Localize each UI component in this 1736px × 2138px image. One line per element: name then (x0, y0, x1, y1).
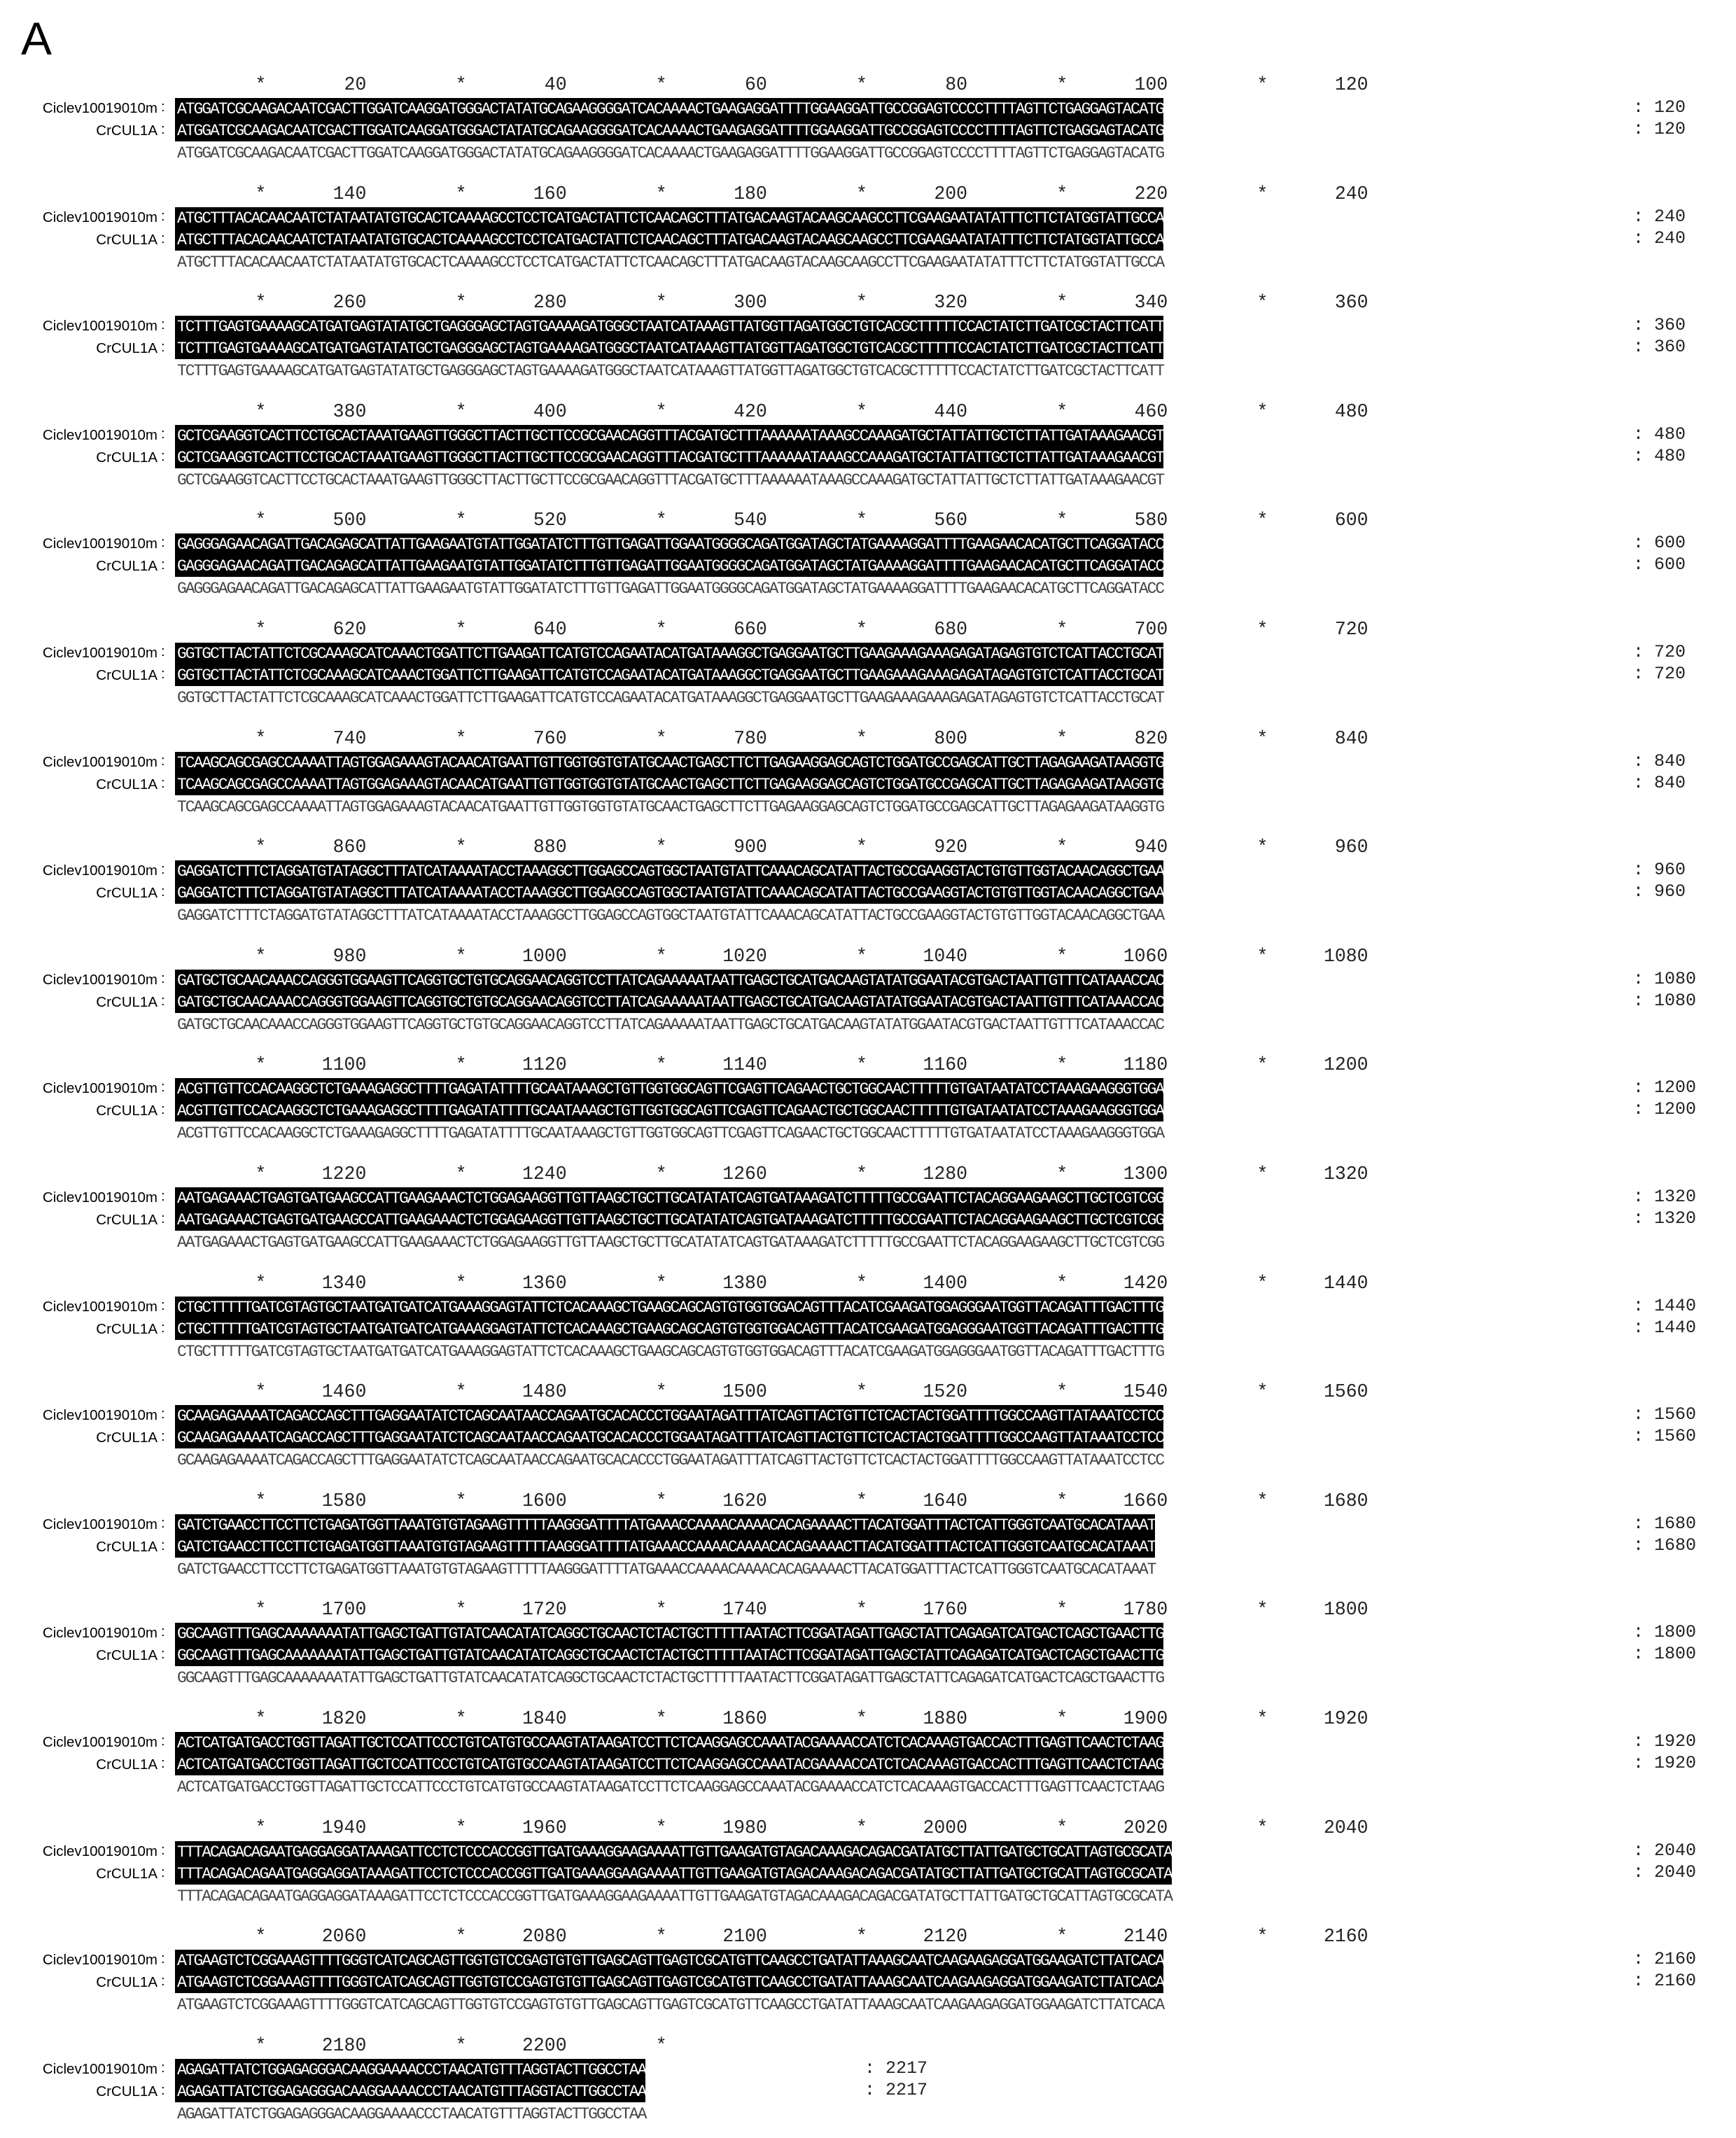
position-count-2: : 1320 (1633, 1208, 1697, 1229)
position-ruler: * 2060 * 2080 * 2100 * 2120 * 2140 * 2160 (177, 1926, 1368, 1948)
position-ruler: * 620 * 640 * 660 * 680 * 700 * 720 (177, 618, 1368, 640)
sequence-name-1: Ciclev10019010m (42, 1516, 158, 1532)
sequence-name-1: Ciclev10019010m (42, 1407, 158, 1424)
sequence-name-2: CrCUL1A (96, 1974, 158, 1991)
sequence-name-1: Ciclev10019010m (42, 1843, 158, 1859)
position-count-1: : 600 (1633, 533, 1686, 554)
sequence-name-1: Ciclev10019010m (42, 753, 158, 770)
consensus-row: GATCTGAACCTTCCTTCTGAGATGGTTAAATGTGTAGAAGTTTTTAAGGGATTTTATGAAACCAAAACAAAACACAGAAAACTTACATGGATTTACTCATTGGGTCAATGCACATAAAT (177, 1560, 1156, 1579)
separator-colon: : (161, 2060, 165, 2076)
consensus-row: GGCAAGTTTGAGCAAAAAAATATTGAGCTGATTGTATCAACATATCAGGCTGCAACTCTACTGCTTTTTAATACTTCGGATAGATTGAGCTATTCAGAGATCATGACTCAGCTGAACTTG (177, 1669, 1164, 1688)
sequence-name-1: Ciclev10019010m (42, 862, 158, 879)
position-count-2: : 1680 (1633, 1535, 1697, 1556)
alignment-block (0, 396, 1736, 505)
sequence-row-1: TCAAGCAGCGAGCCAAAATTAGTGGAGAAAGTACAACATGAATTGTTGGTGGTGTATGCAACTGAGCTTCTTGAGAAGGAGCAGTCTGGATGCCGAGCATTGCTTAGAGAAGATAAGGTG (175, 752, 1163, 774)
sequence-name-2: CrCUL1A (96, 1538, 158, 1555)
consensus-row: ACTCATGATGACCTGGTTAGATTGCTCCATTCCCTGTCATGTGCCAAGTATAAGATCCTTCTCAAGGAGCCAAATACGAAAACCATCTCACAAAGTGACCACTTTGAGTTCAACTCTAAG (177, 1777, 1164, 1796)
sequence-name-2: CrCUL1A (96, 1756, 158, 1773)
sequence-name-2: CrCUL1A (96, 885, 158, 902)
position-ruler: * 1700 * 1720 * 1740 * 1760 * 1780 * 1800 (177, 1599, 1368, 1621)
consensus-row: AGAGATTATCTGGAGAGGGACAAGGAAAACCCTAACATGTTTAGGTACTTGGCCTAA (177, 2104, 646, 2123)
consensus-row: GAGGGAGAACAGATTGACAGAGCATTATTGAAGAATGTATTGGATATCTTTGTTGAGATTGGAATGGGGCAGATGGATAGCTATGAAAAGGATTTTGAAGAACACATGCTTCAGGATACC (177, 580, 1164, 599)
sequence-name-1: Ciclev10019010m (42, 2060, 158, 2077)
sequence-row-1: ATGAAGTCTCGGAAAGTTTTGGGTCATCAGCAGTTGGTGTCCGAGTGTGTTGAGCAGTTGAGTCGCATGTTCAAGCCTGATATTAAAGCAATCAAGAAGAGGATGGAAGATCTTATCACA (175, 1950, 1163, 1971)
separator-colon: : (161, 1210, 165, 1227)
consensus-row: ATGCTTTACACAACAATCTATAATATGTGCACTCAAAAGCCTCCTCATGACTATTCTCAACAGCTTTATGACAAGTACAAGCAAGCCTTCGAAGAATATATTTCTTCTATGGTATTGCCA (177, 253, 1164, 272)
sequence-row-2: GATCTGAACCTTCCTTCTGAGATGGTTAAATGTGTAGAAGTTTTTAAGGGATTTTATGAAACCAAAACAAAACACAGAAAACTTACATGGATTTACTCATTGGGTCAATGCACATAAAT (175, 1536, 1155, 1558)
position-ruler: * 380 * 400 * 420 * 440 * 460 * 480 (177, 400, 1368, 422)
alignment-block (0, 69, 1736, 178)
sequence-row-2: AATGAGAAACTGAGTGATGAAGCCATTGAAGAAACTCTGGAGAAGGTTGTTAAGCTGCTTGCATATATCAGTGATAAAGATCTTTTTGCCGAATTCTACAGGAAGAAGCTTGCTCGTCGG (175, 1209, 1163, 1231)
position-ruler: * 1220 * 1240 * 1260 * 1280 * 1300 * 1320 (177, 1163, 1368, 1185)
sequence-name-2: CrCUL1A (96, 449, 158, 466)
alignment-block (0, 1049, 1736, 1158)
alignment-block (0, 1376, 1736, 1485)
position-count-2: : 2217 (864, 2079, 928, 2100)
separator-colon: : (161, 340, 165, 356)
position-count-2: : 240 (1633, 228, 1686, 249)
separator-colon: : (161, 775, 165, 791)
sequence-row-1: GATCTGAACCTTCCTTCTGAGATGGTTAAATGTGTAGAAGTTTTTAAGGGATTTTATGAAACCAAAACAAAACACAGAAAACTTACATGGATTTACTCATTGGGTCAATGCACATAAAT (175, 1514, 1155, 1536)
sequence-row-2: TTTACAGACAGAATGAGGAGGATAAAGATTCCTCTCCCACCGGTTGATGAAAGGAAGAAAATTGTTGAAGATGTAGACAAAGACAGACGATATGCTTATTGATGCTGCATTAGTGCGCATA (175, 1863, 1172, 1885)
separator-colon: : (161, 666, 165, 682)
sequence-name-1: Ciclev10019010m (42, 426, 158, 443)
separator-colon: : (161, 1647, 165, 1663)
sequence-name-2: CrCUL1A (96, 123, 158, 139)
separator-colon: : (161, 1842, 165, 1858)
separator-colon: : (161, 753, 165, 769)
position-count-1: : 1800 (1633, 1622, 1697, 1643)
separator-colon: : (161, 884, 165, 900)
position-count-2: : 120 (1633, 119, 1686, 139)
position-count-1: : 1080 (1633, 968, 1697, 989)
alignment-block (0, 1920, 1736, 2029)
sequence-row-2: ACTCATGATGACCTGGTTAGATTGCTCCATTCCCTGTCATGTGCCAAGTATAAGATCCTTCTCAAGGAGCCAAATACGAAAACCATCTCACAAAGTGACCACTTTGAGTTCAACTCTAAG (175, 1754, 1163, 1775)
sequence-row-1: GAGGATCTTTCTAGGATGTATAGGCTTTATCATAAAATACCTAAAGGCTTGGAGCCAGTGGCTAATGTATTCAAACAGCATATTACTGCCGAAGGTACTGTGTTGGTACAACAGGCTGAA (175, 860, 1163, 882)
sequence-row-1: GCAAGAGAAAATCAGACCAGCTTTGAGGAATATCTCAGCAATAACCAGAATGCACACCCTGGAATAGATTTATCAGTTACTGTTCTCACTACTGGATTTTGGCCAAGTTATAAATCCTCC (175, 1405, 1163, 1427)
separator-colon: : (161, 1951, 165, 1967)
position-count-2: : 1800 (1633, 1644, 1697, 1665)
sequence-row-2: GAGGATCTTTCTAGGATGTATAGGCTTTATCATAAAATACCTAAAGGCTTGGAGCCAGTGGCTAATGTATTCAAACAGCATATTACTGCCGAAGGTACTGTGTTGGTACAACAGGCTGAA (175, 882, 1163, 904)
sequence-row-1: GCTCGAAGGTCACTTCCTGCACTAAATGAAGTTGGGCTTACTTGCTTCCGCGAACAGGTTTACGATGCTTTAAAAAATAAAGCCAAAGATGCTATTATTGCTCTTATTGATAAAGAACGT (175, 425, 1163, 447)
position-count-1: : 2217 (864, 2057, 928, 2078)
sequence-row-2: GATGCTGCAACAAACCAGGGTGGAAGTTCAGGTGCTGTGCAGGAACAGGTCCTTATCAGAAAAATAATTGAGCTGCATGACAAGTATATGGAATACGTGACTAATTGTTTCATAAACCAC (175, 991, 1163, 1013)
separator-colon: : (161, 1297, 165, 1313)
sequence-row-2: TCTTTGAGTGAAAAGCATGATGAGTATATGCTGAGGGAGCTAGTGAAAAGATGGGCTAATCATAAAGTTATGGTTAGATGGCTGTCACGCTTTTTCCACTATCTTGATCGCTACTTCATT (175, 337, 1163, 359)
position-count-1: : 240 (1633, 206, 1686, 227)
separator-colon: : (161, 643, 165, 659)
position-count-2: : 720 (1633, 663, 1686, 684)
sequence-row-1: GATGCTGCAACAAACCAGGGTGGAAGTTCAGGTGCTGTGCAGGAACAGGTCCTTATCAGAAAAATAATTGAGCTGCATGACAAGTATATGGAATACGTGACTAATTGTTTCATAAACCAC (175, 970, 1163, 991)
separator-colon: : (161, 862, 165, 878)
position-ruler: * 1340 * 1360 * 1380 * 1400 * 1420 * 1440 (177, 1272, 1368, 1294)
sequence-row-2: GGTGCTTACTATTCTCGCAAAGCATCAAACTGGATTCTTGAAGATTCATGTCCAGAATACATGATAAAGGCTGAGGAATGCTTGAAGAAAGAAAGAGATAGAGTGTCTCATTACCTGCAT (175, 664, 1163, 686)
sequence-name-2: CrCUL1A (96, 340, 158, 357)
sequence-row-1: ATGCTTTACACAACAATCTATAATATGTGCACTCAAAAGCCTCCTCATGACTATTCTCAACAGCTTTATGACAAGTACAAGCAAGCCTTCGAAGAATATATTTCTTCTATGGTATTGCCA (175, 207, 1163, 229)
sequence-name-1: Ciclev10019010m (42, 318, 158, 335)
position-count-2: : 2040 (1633, 1861, 1697, 1882)
sequence-row-1: GAGGGAGAACAGATTGACAGAGCATTATTGAAGAATGTATTGGATATCTTTGTTGAGATTGGAATGGGGCAGATGGATAGCTATGAAAAGGATTTTGAAGAACACATGCTTCAGGATACC (175, 533, 1163, 555)
position-count-1: : 1560 (1633, 1404, 1697, 1425)
separator-colon: : (161, 448, 165, 464)
position-ruler: * 140 * 160 * 180 * 200 * 220 * 240 (177, 183, 1368, 204)
position-count-1: : 1320 (1633, 1186, 1697, 1207)
sequence-name-1: Ciclev10019010m (42, 1733, 158, 1750)
position-count-1: : 2160 (1633, 1949, 1697, 1970)
separator-colon: : (161, 1973, 165, 1990)
position-count-1: : 960 (1633, 860, 1686, 881)
consensus-row: ATGAAGTCTCGGAAAGTTTTGGGTCATCAGCAGTTGGTGTCCGAGTGTGTTGAGCAGTTGAGTCGCATGTTCAAGCCTGATATTAAAGCAATCAAGAAGAGGATGGAAGATCTTATCACA (177, 1996, 1164, 2015)
sequence-name-1: Ciclev10019010m (42, 644, 158, 661)
alignment-block (0, 831, 1736, 940)
sequence-name-1: Ciclev10019010m (42, 1189, 158, 1206)
position-ruler: * 1460 * 1480 * 1500 * 1520 * 1540 * 1560 (177, 1381, 1368, 1403)
position-ruler: * 20 * 40 * 60 * 80 * 100 * 120 (177, 74, 1368, 95)
sequence-row-1: GGTGCTTACTATTCTCGCAAAGCATCAAACTGGATTCTTGAAGATTCATGTCCAGAATACATGATAAAGGCTGAGGAATGCTTGAAGAAAGAAAGAGATAGAGTGTCTCATTACCTGCAT (175, 643, 1163, 664)
sequence-row-2: ACGTTGTTCCACAAGGCTCTGAAAGAGGCTTTTGAGATATTTTGCAATAAAGCTGTTGGTGGCAGTTCGAGTTCAGAACTGCTGGCAACTTTTTGTGATAATATCCTAAAGAAGGGTGGA (175, 1100, 1163, 1122)
position-count-2: : 1080 (1633, 990, 1697, 1011)
alignment-block (0, 1812, 1736, 1921)
position-ruler: * 1580 * 1600 * 1620 * 1640 * 1660 * 1680 (177, 1490, 1368, 1511)
alignment-block (0, 178, 1736, 287)
position-count-2: : 2160 (1633, 1971, 1697, 1992)
position-ruler: * 260 * 280 * 300 * 320 * 340 * 360 (177, 292, 1368, 314)
position-count-2: : 600 (1633, 554, 1686, 575)
position-count-1: : 840 (1633, 750, 1686, 771)
sequence-row-1: TTTACAGACAGAATGAGGAGGATAAAGATTCCTCTCCCACCGGTTGATGAAAGGAAGAAAATTGTTGAAGATGTAGACAAAGACAGACGATATGCTTATTGATGCTGCATTAGTGCGCATA (175, 1841, 1172, 1863)
position-count-2: : 1920 (1633, 1752, 1697, 1773)
position-count-1: : 2040 (1633, 1840, 1697, 1861)
separator-colon: : (161, 1188, 165, 1204)
separator-colon: : (161, 1733, 165, 1749)
consensus-row: TCAAGCAGCGAGCCAAAATTAGTGGAGAAAGTACAACATGAATTGTTGGTGGTGTATGCAACTGAGCTTCTTGAGAAGGAGCAGTCTGGATGCCGAGCATTGCTTAGAGAAGATAAGGTG (177, 797, 1164, 816)
sequence-name-2: CrCUL1A (96, 993, 158, 1010)
position-ruler: * 1940 * 1960 * 1980 * 2000 * 2020 * 2040 (177, 1817, 1368, 1838)
sequence-row-2: GAGGGAGAACAGATTGACAGAGCATTATTGAAGAATGTATTGGATATCTTTGTTGAGATTGGAATGGGGCAGATGGATAGCTATGAAAAGGATTTTGAAGAACACATGCTTCAGGATACC (175, 555, 1163, 577)
position-ruler: * 980 * 1000 * 1020 * 1040 * 1060 * 1080 (177, 945, 1368, 967)
position-count-2: : 1560 (1633, 1426, 1697, 1447)
sequence-name-2: CrCUL1A (96, 558, 158, 575)
separator-colon: : (161, 993, 165, 1009)
sequence-row-2: CTGCTTTTTGATCGTAGTGCTAATGATGATCATGAAAGGAGTATTCTCACAAAGCTGAAGCAGCAGTGTGGTGGACAGTTTACATCGAAGATGGAGGGAATGGTTACAGATTTGACTTTG (175, 1318, 1163, 1340)
sequence-row-1: ATGGATCGCAAGACAATCGACTTGGATCAAGGATGGGACTATATGCAGAAGGGGATCACAAAACTGAAGAGGATTTTGGAAGGATTGCCGGAGTCCCCTTTTAGTTCTGAGGAGTACATG (175, 98, 1163, 120)
alignment-block (0, 2029, 1736, 2138)
alignment-block (0, 504, 1736, 613)
sequence-name-1: Ciclev10019010m (42, 1625, 158, 1642)
sequence-alignment (0, 69, 1736, 2138)
sequence-row-2: GCTCGAAGGTCACTTCCTGCACTAAATGAAGTTGGGCTTACTTGCTTCCGCGAACAGGTTTACGATGCTTTAAAAAATAAAGCCAAAGATGCTATTATTGCTCTTATTGATAAAGAACGT (175, 447, 1163, 468)
consensus-row: GATGCTGCAACAAACCAGGGTGGAAGTTCAGGTGCTGTGCAGGAACAGGTCCTTATCAGAAAAATAATTGAGCTGCATGACAAGTATATGGAATACGTGACTAATTGTTTCATAAACCAC (177, 1015, 1164, 1034)
sequence-row-1: ACGTTGTTCCACAAGGCTCTGAAAGAGGCTTTTGAGATATTTTGCAATAAAGCTGTTGGTGGCAGTTCGAGTTCAGAACTGCTGGCAACTTTTTGTGATAATATCCTAAAGAAGGGTGGA (175, 1078, 1163, 1100)
separator-colon: : (161, 208, 165, 224)
sequence-row-1: AATGAGAAACTGAGTGATGAAGCCATTGAAGAAACTCTGGAGAAGGTTGTTAAGCTGCTTGCATATATCAGTGATAAAGATCTTTTTGCCGAATTCTACAGGAAGAAGCTTGCTCGTCGG (175, 1187, 1163, 1209)
separator-colon: : (161, 1755, 165, 1771)
sequence-row-2: GGCAAGTTTGAGCAAAAAAATATTGAGCTGATTGTATCAACATATCAGGCTGCAACTCTACTGCTTTTTAATACTTCGGATAGATTGAGCTATTCAGAGATCATGACTCAGCTGAACTTG (175, 1644, 1163, 1666)
sequence-name-1: Ciclev10019010m (42, 971, 158, 988)
sequence-name-2: CrCUL1A (96, 1647, 158, 1664)
separator-colon: : (161, 426, 165, 442)
sequence-row-1: TCTTTGAGTGAAAAGCATGATGAGTATATGCTGAGGGAGCTAGTGAAAAGATGGGCTAATCATAAAGTTATGGTTAGATGGCTGTCACGCTTTTTCCACTATCTTGATCGCTACTTCATT (175, 316, 1163, 337)
sequence-name-2: CrCUL1A (96, 1865, 158, 1882)
sequence-name-2: CrCUL1A (96, 1430, 158, 1446)
sequence-row-1: GGCAAGTTTGAGCAAAAAAATATTGAGCTGATTGTATCAACATATCAGGCTGCAACTCTACTGCTTTTTAATACTTCGGATAGATTGAGCTATTCAGAGATCATGACTCAGCTGAACTTG (175, 1623, 1163, 1644)
sequence-name-1: Ciclev10019010m (42, 209, 158, 225)
position-count-1: : 1680 (1633, 1513, 1697, 1534)
separator-colon: : (161, 557, 165, 573)
consensus-row: GAGGATCTTTCTAGGATGTATAGGCTTTATCATAAAATACCTAAAGGCTTGGAGCCAGTGGCTAATGTATTCAAACAGCATATTACTGCCGAAGGTACTGTGTTGGTACAACAGGCTGAA (177, 907, 1164, 925)
sequence-row-1: AGAGATTATCTGGAGAGGGACAAGGAAAACCCTAACATGTTTAGGTACTTGGCCTAA (175, 2059, 645, 2081)
sequence-name-2: CrCUL1A (96, 2083, 158, 2099)
sequence-name-2: CrCUL1A (96, 1103, 158, 1119)
separator-colon: : (161, 1080, 165, 1096)
sequence-name-2: CrCUL1A (96, 1211, 158, 1228)
sequence-row-2: ATGGATCGCAAGACAATCGACTTGGATCAAGGATGGGACTATATGCAGAAGGGGATCACAAAACTGAAGAGGATTTTGGAAGGATTGCCGGAGTCCCCTTTTAGTTCTGAGGAGTACATG (175, 120, 1163, 141)
sequence-row-2: GCAAGAGAAAATCAGACCAGCTTTGAGGAATATCTCAGCAATAACCAGAATGCACACCCTGGAATAGATTTATCAGTTACTGTTCTCACTACTGGATTTTGGCCAAGTTATAAATCCTCC (175, 1427, 1163, 1448)
alignment-block (0, 722, 1736, 832)
sequence-name-2: CrCUL1A (96, 666, 158, 683)
consensus-row: TTTACAGACAGAATGAGGAGGATAAAGATTCCTCTCCCACCGGTTGATGAAAGGAAGAAAATTGTTGAAGATGTAGACAAAGACAGACGATATGCTTATTGATGCTGCATTAGTGCGCATA (177, 1887, 1172, 1906)
position-count-2: : 480 (1633, 445, 1686, 466)
position-ruler: * 860 * 880 * 900 * 920 * 940 * 960 (177, 837, 1368, 858)
sequence-name-2: CrCUL1A (96, 1320, 158, 1337)
separator-colon: : (161, 1406, 165, 1423)
consensus-row: TCTTTGAGTGAAAAGCATGATGAGTATATGCTGAGGGAGCTAGTGAAAAGATGGGCTAATCATAAAGTTATGGTTAGATGGCTGTCACGCTTTTTCCACTATCTTGATCGCTACTTCATT (177, 362, 1164, 381)
position-count-2: : 360 (1633, 337, 1686, 358)
position-ruler: * 740 * 760 * 780 * 800 * 820 * 840 (177, 727, 1368, 749)
sequence-row-2: AGAGATTATCTGGAGAGGGACAAGGAAAACCCTAACATGTTTAGGTACTTGGCCTAA (175, 2081, 645, 2102)
sequence-name-1: Ciclev10019010m (42, 1952, 158, 1969)
separator-colon: : (161, 99, 165, 115)
consensus-row: GCTCGAAGGTCACTTCCTGCACTAAATGAAGTTGGGCTTACTTGCTTCCGCGAACAGGTTTACGATGCTTTAAAAAATAAAGCCAAAGATGCTATTATTGCTCTTATTGATAAAGAACGT (177, 470, 1164, 489)
alignment-block (0, 613, 1736, 722)
sequence-name-1: Ciclev10019010m (42, 1080, 158, 1097)
position-count-1: : 720 (1633, 641, 1686, 662)
separator-colon: : (161, 1537, 165, 1553)
separator-colon: : (161, 1429, 165, 1445)
alignment-block (0, 1703, 1736, 1812)
alignment-block (0, 1158, 1736, 1267)
position-count-1: : 1920 (1633, 1731, 1697, 1752)
separator-colon: : (161, 1102, 165, 1118)
separator-colon: : (161, 535, 165, 551)
consensus-row: ATGGATCGCAAGACAATCGACTTGGATCAAGGATGGGACTATATGCAGAAGGGGATCACAAAACTGAAGAGGATTTTGGAAGGATTGCCGGAGTCCCCTTTTAGTTCTGAGGAGTACATG (177, 144, 1164, 162)
alignment-block (0, 1593, 1736, 1703)
sequence-name-2: CrCUL1A (96, 776, 158, 792)
alignment-block (0, 1485, 1736, 1594)
sequence-name-1: Ciclev10019010m (42, 100, 158, 116)
sequence-name-1: Ciclev10019010m (42, 536, 158, 552)
sequence-name-1: Ciclev10019010m (42, 1298, 158, 1315)
separator-colon: : (161, 970, 165, 986)
position-count-2: : 1200 (1633, 1099, 1697, 1120)
sequence-row-2: ATGCTTTACACAACAATCTATAATATGTGCACTCAAAAGCCTCCTCATGACTATTCTCAACAGCTTTATGACAAGTACAAGCAAGCCTTCGAAGAATATATTTCTTCTATGGTATTGCCA (175, 229, 1163, 251)
separator-colon: : (161, 122, 165, 137)
consensus-row: GGTGCTTACTATTCTCGCAAAGCATCAAACTGGATTCTTGAAGATTCATGTCCAGAATACATGATAAAGGCTGAGGAATGCTTGAAGAAAGAAAGAGATAGAGTGTCTCATTACCTGCAT (177, 688, 1164, 707)
separator-colon: : (161, 1515, 165, 1531)
separator-colon: : (161, 1320, 165, 1336)
panel-label: A (21, 13, 52, 64)
sequence-row-2: ATGAAGTCTCGGAAAGTTTTGGGTCATCAGCAGTTGGTGTCCGAGTGTGTTGAGCAGTTGAGTCGCATGTTCAAGCCTGATATTAAAGCAATCAAGAAGAGGATGGAAGATCTTATCACA (175, 1971, 1163, 1993)
separator-colon: : (161, 230, 165, 246)
alignment-block (0, 940, 1736, 1049)
sequence-row-2: TCAAGCAGCGAGCCAAAATTAGTGGAGAAAGTACAACATGAATTGTTGGTGGTGTATGCAACTGAGCTTCTTGAGAAGGAGCAGTCTGGATGCCGAGCATTGCTTAGAGAAGATAAGGTG (175, 774, 1163, 795)
position-count-2: : 1440 (1633, 1317, 1697, 1338)
alignment-block (0, 286, 1736, 396)
sequence-row-1: CTGCTTTTTGATCGTAGTGCTAATGATGATCATGAAAGGAGTATTCTCACAAAGCTGAAGCAGCAGTGTGGTGGACAGTTTACATCGAAGATGGAGGGAATGGTTACAGATTTGACTTTG (175, 1297, 1163, 1318)
position-ruler: * 1100 * 1120 * 1140 * 1160 * 1180 * 1200 (177, 1054, 1368, 1076)
position-count-2: : 960 (1633, 881, 1686, 902)
position-count-1: : 360 (1633, 315, 1686, 336)
position-ruler: * 2180 * 2200 * (177, 2034, 667, 2056)
position-ruler: * 500 * 520 * 540 * 560 * 580 * 600 (177, 510, 1368, 531)
separator-colon: : (161, 1864, 165, 1880)
sequence-row-1: ACTCATGATGACCTGGTTAGATTGCTCCATTCCCTGTCATGTGCCAAGTATAAGATCCTTCTCAAGGAGCCAAATACGAAAACCATCTCACAAAGTGACCACTTTGAGTTCAACTCTAAG (175, 1732, 1163, 1754)
sequence-name-2: CrCUL1A (96, 231, 158, 248)
separator-colon: : (161, 1624, 165, 1640)
consensus-row: CTGCTTTTTGATCGTAGTGCTAATGATGATCATGAAAGGAGTATTCTCACAAAGCTGAAGCAGCAGTGTGGTGGACAGTTTACATCGAAGATGGAGGGAATGGTTACAGATTTGACTTTG (177, 1342, 1164, 1361)
separator-colon: : (161, 317, 165, 333)
position-count-1: : 480 (1633, 424, 1686, 445)
position-count-2: : 840 (1633, 772, 1686, 793)
consensus-row: AATGAGAAACTGAGTGATGAAGCCATTGAAGAAACTCTGGAGAAGGTTGTTAAGCTGCTTGCATATATCAGTGATAAAGATCTTTTTGCCGAATTCTACAGGAAGAAGCTTGCTCGTCGG (177, 1233, 1164, 1252)
consensus-row: ACGTTGTTCCACAAGGCTCTGAAAGAGGCTTTTGAGATATTTTGCAATAAAGCTGTTGGTGGCAGTTCGAGTTCAGAACTGCTGGCAACTTTTTGTGATAATATCCTAAAGAAGGGTGGA (177, 1124, 1164, 1143)
position-ruler: * 1820 * 1840 * 1860 * 1880 * 1900 * 1920 (177, 1707, 1368, 1729)
position-count-1: : 120 (1633, 97, 1686, 118)
consensus-row: GCAAGAGAAAATCAGACCAGCTTTGAGGAATATCTCAGCAATAACCAGAATGCACACCCTGGAATAGATTTATCAGTTACTGTTCTCACTACTGGATTTTGGCCAAGTTATAAATCCTCC (177, 1451, 1164, 1470)
position-count-1: : 1200 (1633, 1077, 1697, 1098)
position-count-1: : 1440 (1633, 1295, 1697, 1316)
alignment-block (0, 1267, 1736, 1376)
separator-colon: : (161, 2082, 165, 2098)
